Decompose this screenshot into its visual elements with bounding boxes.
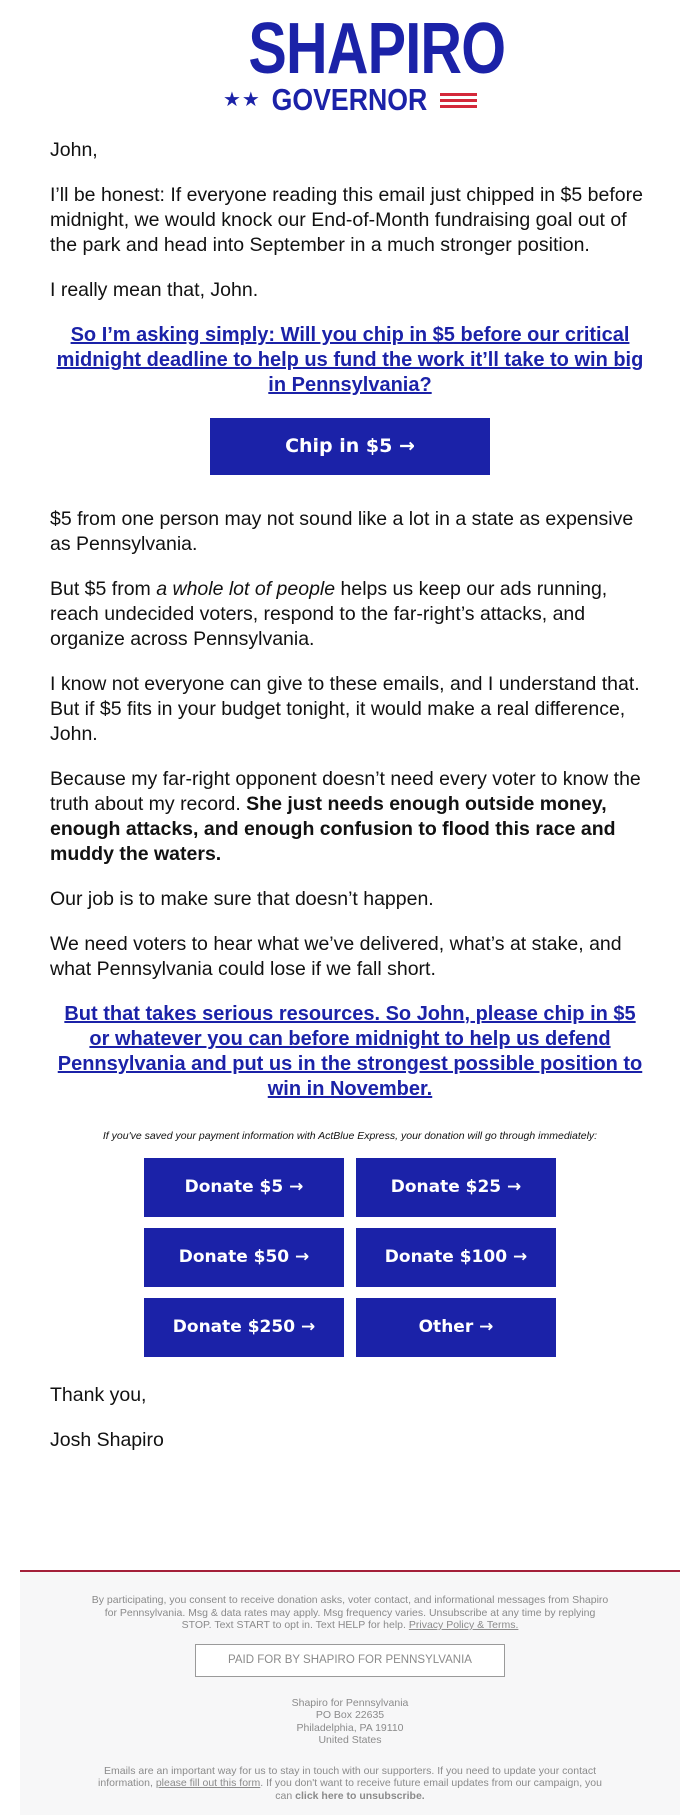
flag-stripes-icon	[440, 93, 477, 108]
logo-wordmark-bottom: GOVERNOR	[271, 82, 428, 117]
paragraph	[50, 767, 650, 867]
paragraph: We need voters to hear what we’ve delivered, what’s at stake, and what Pennsylvania could lose if we fall short.	[50, 933, 622, 980]
consent-body: By participating, you consent to receive donation asks, voter contact, and informational messages from Shapiro for Pennsylvania. Msg & data rates may apply. Msg frequency varies. Unsubscribe at any time by replying STOP. Text START to opt in. Text HELP for help.	[91, 1594, 609, 1631]
actblue-express-note: If you've saved your payment information with ActBlue Express, your donation will go through immediately:	[102, 1130, 598, 1142]
bold-text: She just needs enough outside money, enough attacks, and enough confusion to flood this race and muddy the waters.	[50, 793, 616, 865]
email-body-continued	[0, 507, 700, 982]
consent-text	[20, 1572, 680, 1632]
footer-note	[20, 1747, 680, 1803]
donate-5-button[interactable]: Donate $5 →	[144, 1158, 344, 1217]
donate-250-button[interactable]: Donate $250 →	[144, 1298, 344, 1357]
paragraph: I know not everyone can give to these emails, and I understand that. But if $5 fits in your budget tonight, it would make a real difference, John.	[50, 673, 640, 745]
paragraph: I’ll be honest: If everyone reading this email just chipped in $5 before midnight, we would knock our End-of-Month fundraising goal out of the park and head into September in a much stronger position.	[50, 184, 643, 256]
signoff	[0, 1383, 700, 1453]
paragraph: Our job is to make sure that doesn’t happen.	[50, 888, 434, 910]
paragraph: I really mean that, John.	[50, 279, 259, 301]
logo-bottom-row	[223, 82, 477, 117]
shapiro-governor-logo[interactable]	[223, 9, 506, 117]
donate-button-grid	[144, 1158, 556, 1357]
mailing-address	[20, 1697, 680, 1747]
star-icon: ★★	[223, 89, 261, 111]
donate-100-button[interactable]: Donate $100 →	[356, 1228, 556, 1287]
email-body	[0, 138, 700, 303]
address-country: United States	[318, 1734, 382, 1746]
greeting: John,	[50, 139, 98, 161]
privacy-policy-link[interactable]: Privacy Policy & Terms.	[408, 1619, 519, 1631]
signature-name: Josh Shapiro	[50, 1429, 164, 1451]
update-info-form-link[interactable]: please fill out this form	[155, 1777, 261, 1789]
email-footer	[20, 1570, 680, 1815]
chip-in-button[interactable]: Chip in $5 →	[210, 418, 490, 475]
paragraph-part: Because my far-right opponent doesn’t need every voter to know the truth about my record.	[50, 768, 641, 815]
callout-link-text[interactable]: So I’m asking simply: Will you chip in $5 before our critical midnight deadline to help us fund the work it’ll take to win big in Pennsylvania?	[56, 324, 644, 396]
thanks-text: Thank you,	[50, 1384, 147, 1406]
callout-link[interactable]	[0, 323, 700, 398]
paid-for-box: PAID FOR BY SHAPIRO FOR PENNSYLVANIA	[195, 1644, 505, 1677]
callout-link-2[interactable]	[0, 1002, 700, 1102]
unsubscribe-link[interactable]: click here to unsubscribe.	[295, 1789, 425, 1802]
main-cta-wrap	[0, 418, 700, 475]
paragraph: $5 from one person may not sound like a lot in a state as expensive as Pennsylvania.	[50, 508, 634, 555]
emphasis-text: a whole lot of people	[156, 578, 336, 600]
address-org: Shapiro for Pennsylvania	[291, 1696, 409, 1709]
address-box: PO Box 22635	[315, 1709, 385, 1721]
logo-wordmark-top: SHAPIRO	[248, 9, 506, 89]
donate-50-button[interactable]: Donate $50 →	[144, 1228, 344, 1287]
donate-other-button[interactable]: Other →	[356, 1298, 556, 1357]
paragraph-part: But $5 from	[50, 578, 157, 600]
donate-25-button[interactable]: Donate $25 →	[356, 1158, 556, 1217]
header-logo-area	[0, 0, 700, 120]
paragraph-part: helps us keep our ads running, reach undecided voters, respond to the far-right’s attacks, and organize across Pennsylvania.	[50, 578, 608, 650]
address-city: Philadelphia, PA 19110	[296, 1721, 404, 1734]
footer-note-part: Emails are an important way for us to stay in touch with our supporters. If you need to update your contact information,	[98, 1764, 596, 1789]
footer-note-part: . If you don't want to receive future email updates from our campaign, you can	[260, 1777, 602, 1802]
paragraph	[50, 577, 650, 652]
callout-link-text[interactable]: But that takes serious resources. So John, please chip in $5 or whatever you can before midnight to help us defend Pennsylvania and put us in the strongest possible position to win in November.	[57, 1003, 643, 1100]
